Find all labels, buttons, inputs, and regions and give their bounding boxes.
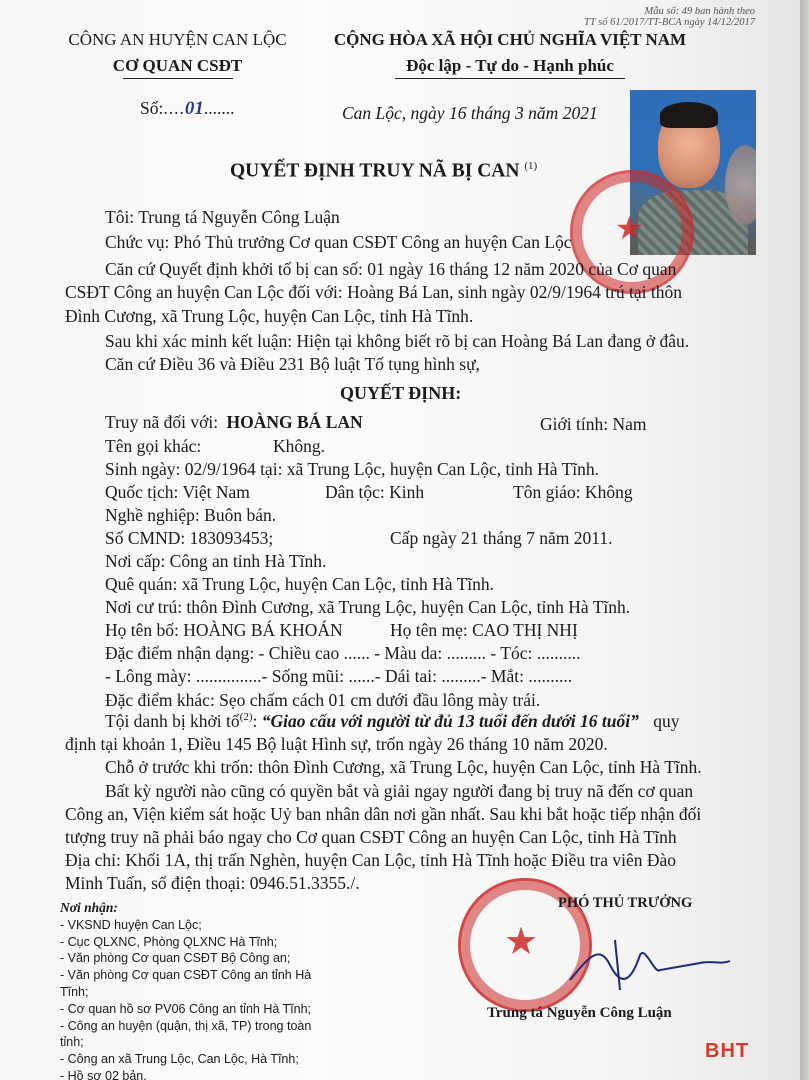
id-date: Cấp ngày 21 tháng 7 năm 2011. <box>390 528 613 548</box>
id-number: Số CMND: 183093453; <box>105 528 274 548</box>
hometown: Quê quán: xã Trung Lộc, huyện Can Lộc, tỉnh Hà Tĩnh. <box>105 574 494 594</box>
notice-line-5: Minh Tuấn, số điện thoại: 0946.51.3355./. <box>65 873 360 893</box>
father-name: Họ tên bố: HOÀNG BÁ KHOÁN <box>105 620 343 640</box>
features-line-2: - Lông mày: ...............- Sống mũi: ......- Dái tai: .........- Mắt: .......... <box>105 666 573 686</box>
intro-line-5: Đình Cương, xã Trung Lộc, huyện Can Lộc, tỉnh Hà Tĩnh. <box>65 306 474 326</box>
recipients-block <box>60 900 311 1080</box>
department-name: CƠ QUAN CSĐT <box>112 56 243 75</box>
recipient-item: Tĩnh; <box>60 984 89 999</box>
number-value: 01 <box>184 98 204 119</box>
notice-line-3: tượng truy nã phải báo ngay cho Cơ quan CSĐT Công an huyện Can Lộc, tỉnh Hà Tĩnh <box>65 827 677 847</box>
alias-value: Không. <box>273 436 326 456</box>
place-date: Can Lộc, ngày 16 tháng 3 năm 2021 <box>342 103 598 123</box>
recipient-item: - Công an xã Trung Lộc, Can Lộc, Hà Tĩnh; <box>60 1052 299 1067</box>
photo-seal-star-icon: ★ <box>615 210 644 246</box>
handwritten-signature <box>560 935 740 995</box>
document-title <box>230 160 537 183</box>
mother-name: Họ tên mẹ: CAO THỊ NHỊ <box>390 620 578 640</box>
nation-title: CỘNG HÒA XÃ HỘI CHỦ NGHĨA VIỆT NAM <box>333 30 687 49</box>
number-label: Số: <box>140 98 164 118</box>
decision-heading: QUYẾT ĐỊNH: <box>340 383 462 403</box>
recipient-item: - Văn phòng Cơ quan CSĐT Công an tỉnh Hà <box>60 968 312 983</box>
other-features: Đặc điểm khác: Sẹo chấm cách 01 cm dưới đầu lông mày trái. <box>105 690 541 710</box>
religion: Tôn giáo: Không <box>513 482 633 502</box>
notice-line-2: Công an, Viện kiểm sát hoặc Uỷ ban nhân dân nơi gần nhất. Sau khi bắt hoặc tiếp nhận đối <box>65 804 702 824</box>
notice-line-1: Bất kỳ người nào cũng có quyền bắt và giải ngay người đang bị truy nã đến cơ quan <box>105 781 694 801</box>
document-number: Số:....01....... <box>140 98 235 119</box>
alias-label: Tên gọi khác: <box>105 436 202 456</box>
wanted-label: Truy nã đối với: <box>105 412 219 432</box>
charge-quote: “Giao cấu với người từ đủ 13 tuổi đến dưới 16 tuổi” <box>261 711 639 731</box>
charge-line-2: định tại khoản 1, Điều 145 Bộ luật Hình sự, trốn ngày 26 tháng 10 năm 2020. <box>65 734 608 754</box>
intro-line-1: Tôi: Trung tá Nguyễn Công Luận <box>105 207 340 227</box>
header-left-rule <box>123 78 233 79</box>
page-edge <box>800 0 810 1080</box>
form-note <box>565 6 755 28</box>
watermark-logo: BHT <box>705 1040 750 1062</box>
recipient-item: - VKSND huyện Can Lộc; <box>60 917 202 932</box>
gender: Giới tính: Nam <box>540 414 647 434</box>
wanted-name: HOÀNG BÁ LAN <box>226 412 363 432</box>
ethnicity: Dân tộc: Kinh <box>325 482 425 502</box>
notice-line-4: Địa chỉ: Khối 1A, thị trấn Nghèn, huyện Can Lộc, tỉnh Hà Tĩnh hoặc Điều tra viên Đào <box>65 850 677 870</box>
official-seal-star-icon: ★ <box>504 921 539 963</box>
occupation: Nghề nghiệp: Buôn bán. <box>105 505 277 525</box>
recipient-item: - Công an huyện (quận, thị xã, TP) trong toàn <box>60 1018 312 1033</box>
recipient-item: - Hồ sơ 02 bản. <box>60 1068 147 1080</box>
charge-prefix: Tội danh bị khởi tố <box>105 711 240 731</box>
form-note-line1: Mẫu số: 49 ban hành theo <box>644 6 755 17</box>
intro-line-7: Căn cứ Điều 36 và Điều 231 Bộ luật Tố tụng hình sự, <box>105 354 480 374</box>
id-place: Nơi cấp: Công an tỉnh Hà Tĩnh. <box>105 551 327 571</box>
birth-info: Sinh ngày: 02/9/1964 tại: xã Trung Lộc, huyện Can Lộc, tỉnh Hà Tĩnh. <box>105 459 600 479</box>
residence: Nơi cư trú: thôn Đình Cương, xã Trung Lộc, huyện Can Lộc, tỉnh Hà Tĩnh. <box>105 597 631 617</box>
title-text: QUYẾT ĐỊNH TRUY NÃ BỊ CAN <box>230 160 520 182</box>
header-right <box>320 30 700 79</box>
form-note-line2: TT số 61/2017/TT-BCA ngày 14/12/2017 <box>584 17 755 28</box>
photo-hair <box>660 102 718 128</box>
recipients-heading: Nơi nhận: <box>60 900 118 915</box>
recipient-item: - Văn phòng Cơ quan CSĐT Bộ Công an; <box>60 951 291 966</box>
nation-motto: Độc lập - Tự do - Hạnh phúc <box>406 56 614 75</box>
title-footnote: (1) <box>524 160 538 172</box>
agency-name: CÔNG AN HUYỆN CAN LỘC <box>68 30 287 49</box>
charge-footnote: (2) <box>239 711 253 724</box>
intro-line-6: Sau khi xác minh kết luận: Hiện tại không biết rõ bị can Hoàng Bá Lan đang ở đâu. <box>105 331 690 351</box>
header-left <box>40 30 315 79</box>
charge-line-1 <box>105 711 679 732</box>
features-line-1: Đặc điểm nhận dạng: - Chiều cao ...... - Màu da: ......... - Tóc: .......... <box>105 643 581 663</box>
header-right-rule <box>395 78 625 79</box>
wanted-row <box>105 412 363 433</box>
charge-colon: : <box>252 711 258 731</box>
signer-name: Trung tá Nguyễn Công Luận <box>487 1005 672 1021</box>
intro-line-4: CSĐT Công an huyện Can Lộc đối với: Hoàng Bá Lan, sinh ngày 02/9/1964 trú tại thôn <box>65 282 682 302</box>
prior-residence: Chỗ ở trước khi trốn: thôn Đình Cương, xã Trung Lộc, huyện Can Lộc, tỉnh Hà Tĩnh. <box>105 757 702 777</box>
recipient-item: - Cục QLXNC, Phòng QLXNC Hà Tĩnh; <box>60 934 278 949</box>
recipient-item: - Cơ quan hồ sơ PV06 Công an tỉnh Hà Tĩnh; <box>60 1001 312 1016</box>
intro-line-3: Căn cứ Quyết định khởi tố bị can số: 01 ngày 16 tháng 12 năm 2020 của Cơ quan <box>105 259 677 279</box>
nationality: Quốc tịch: Việt Nam <box>105 482 250 502</box>
intro-line-2: Chức vụ: Phó Thủ trưởng Cơ quan CSĐT Công an huyện Can Lộc <box>105 232 572 252</box>
charge-suffix: quy <box>653 711 680 731</box>
recipient-item: tỉnh; <box>60 1035 84 1050</box>
signer-role: PHÓ THỦ TRƯỞNG <box>558 895 693 911</box>
